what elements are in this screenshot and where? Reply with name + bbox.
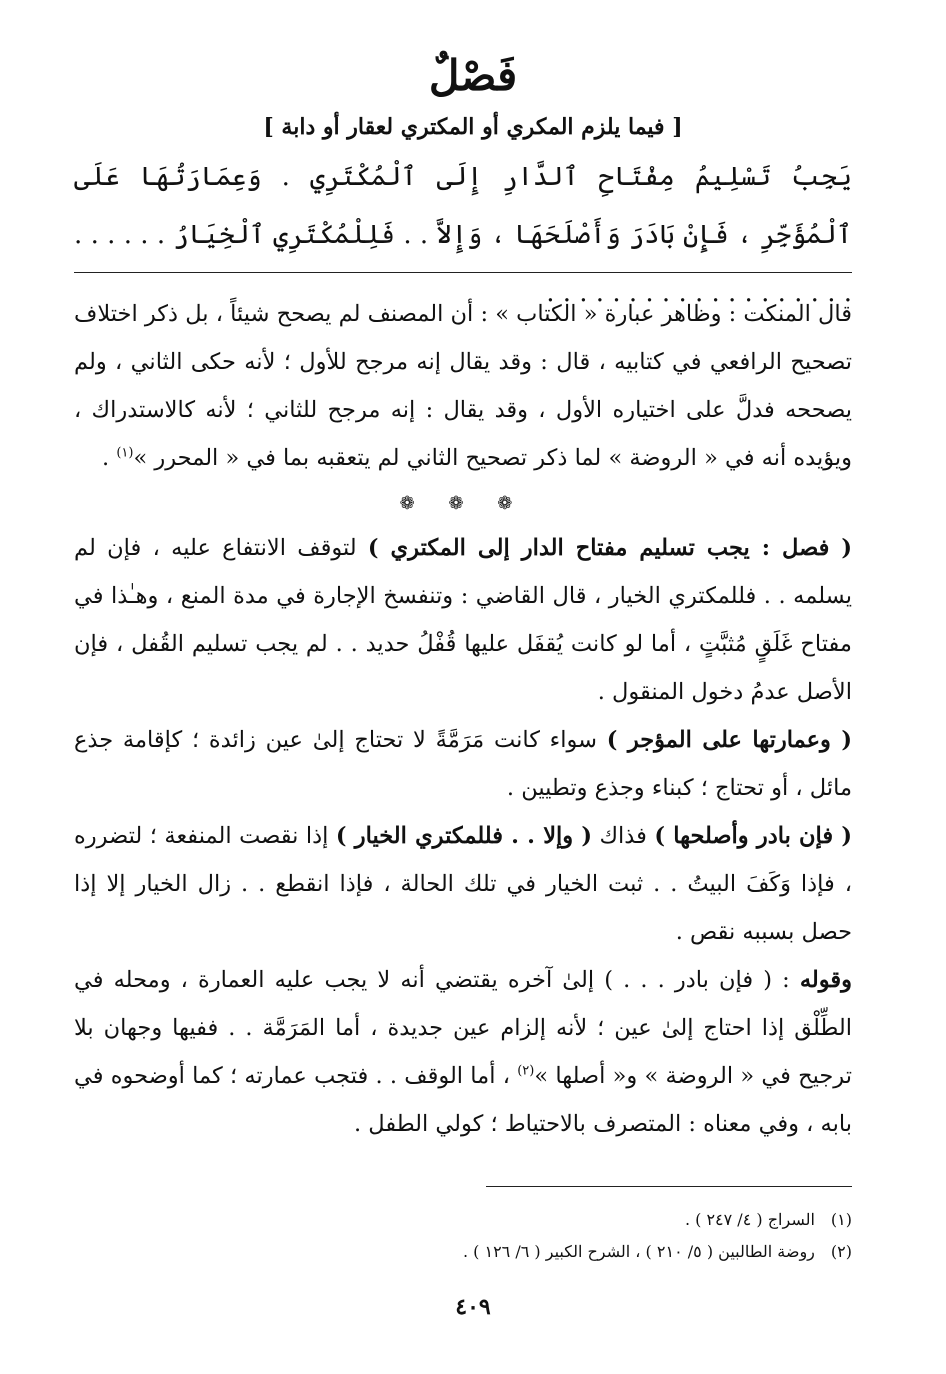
footnote-ref-1: (١) [116,445,134,461]
commentary-paragraph-2 [74,524,852,716]
paragraph-text: ، أما الوقف . . فتجب عمارته ؛ كما أوضحوه في بابه ، وفي معناه : المتصرف بالاحتياط ؛ كولي الطفل . [74,1063,852,1137]
footnotes [74,1204,852,1268]
quoted-matn: ( وإلا . . فللمكتري الخيار ) [335,823,592,849]
paragraph-text: : ( فإن بادر . . . ) إلىٰ آخره يقتضي أنه لا يجب عليه العمارة ، ومحله في الطِّلْق إذا احتاج إلىٰ عين ؛ لأنه إلزام عين جديدة ، أما المَرَمَّة . . ففيها وجهان بلا ترجيح في « الروضة » و« أصلها » [74,967,852,1089]
paragraph-end: . [102,445,117,471]
paragraph-text: فذاك [592,823,655,849]
ornament-separator: ❁ ❁ ❁ [399,493,527,514]
footnote-ref-2: (٢) [517,1063,535,1079]
paragraph-text: قال المنكت : وظاهر عبارة « الكتاب » : أن المصنف لم يصحح شيئاً ، بل ذكر اختلاف تصحيح الرافعي في كتابيه ، قال : وقد يقال إنه مرجح للأول ؛ لأنه حكى الثاني ، ولم يصححه فدلَّ على اختياره الأول ، وقد يقال : إنه مرجح للثاني ؛ لأنه كالاستدراك ، ويؤيده أنه في « الروضة » لما ذكر تصحيح الثاني لم يتعقبه بما في « المحرر » [74,301,852,471]
footnote-number: (١) [830,1210,852,1229]
commentary [74,290,852,1148]
quoted-matn: ( فصل : يجب تسليم مفتاح الدار إلى المكتري ) [367,535,853,561]
page-number: ٤٠٩ [455,1294,491,1320]
paragraph-text: إذا نقصت المنفعة ؛ لتضرره ، فإذا وَكَفَ البيتُ . . ثبت الخيار في تلك الحالة ، فإذا انقطع . . زال الخيار إلا إذا حصل بسببه نقص . [74,823,852,945]
commentary-paragraph-5 [74,956,852,1148]
paragraph-text: سواء كانت مَرَمَّةً لا تحتاج إلىٰ عين زائدة ؛ كإقامة جذع مائل ، أو تحتاج ؛ كبناء وجذع وتطيين . [74,727,852,801]
commentary-paragraph-4 [74,812,852,956]
quoted-matn: ( فإن بادر وأصلحها ) [654,823,852,849]
footnote-divider [486,1186,852,1187]
paragraph-text: لتوقف الانتفاع عليه ، فإن لم يسلمه . . فللمكتري الخيار ، قال القاضي : وتنفسخ الإجارة في مدة المنع ، وهـٰذا في مفتاح غَلَقٍ مُثبَّتٍ ، أما لو كانت يُقفَل عليها قُفْلُ حديد . . لم يجب تسليم القُفل ، فإن الأصل عدمُ دخول المنقول . [74,535,852,705]
quoted-word: وقوله [799,967,852,993]
footnote-text: روضة الطالبين ( ٥/ ٢١٠ ) ، الشرح الكبير ( ٦/ ١٢٦ ) . [462,1242,815,1261]
commentary-paragraph-1 [74,290,852,482]
commentary-paragraph-3 [74,716,852,812]
footnote-number: (٢) [830,1242,852,1261]
footnote-1 [74,1204,852,1236]
divider-line [74,272,852,273]
section-subtitle: [ فيما يلزم المكري أو المكتري لعقار أو دابة ] [263,114,683,140]
footnote-2 [74,1236,852,1268]
section-title: فَصْلٌ [428,51,518,100]
main-text: يَجِبُ تَسْلِيمُ مِفْتَاحِ ٱلدَّارِ إِلَى ٱلْمُكْتَرِي . وَعِمَارَتُهَا عَلَى ٱلْمُؤَجِّرِ ، فَإِنْ بَادَرَ وَأَصْلَحَهَا ، وَإِلاَّ . . فَلِلْمُكْتَرِي ٱلْخِيَارُ . . . . . . . . . . . . . . . . . . . . . . . . . [74,162,852,308]
quoted-matn: ( وعمارتها على المؤجر ) [606,727,852,753]
footnote-text: السراج ( ٤/ ٢٤٧ ) . [684,1210,815,1229]
